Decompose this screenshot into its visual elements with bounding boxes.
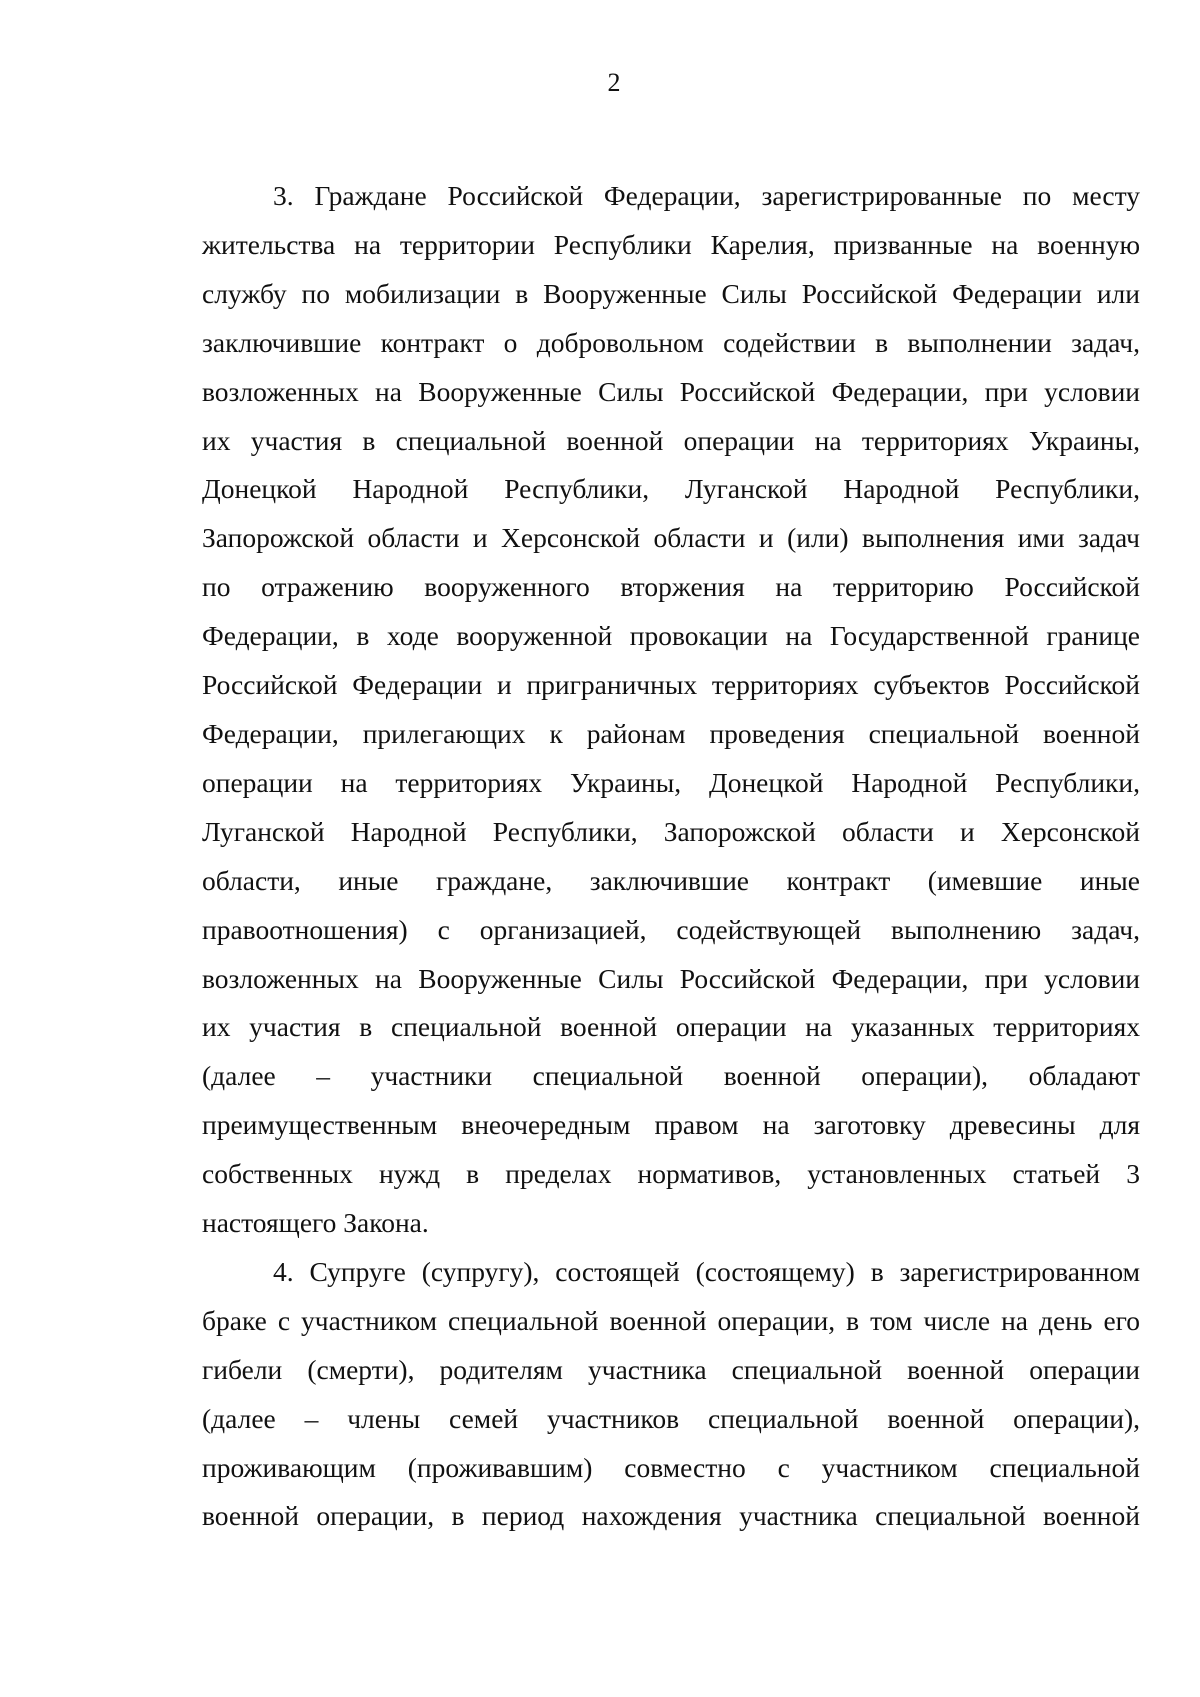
page-number: 2	[607, 68, 621, 97]
text-line: гибели (смерти), родителям участника специальной военной операции	[202, 1353, 1140, 1385]
paragraph-3	[202, 172, 1140, 1248]
text-line: браке с участником специальной военной операции, в том числе на день его	[202, 1304, 1140, 1336]
text-line: настоящего Закона.	[202, 1207, 429, 1239]
text-line: Луганской Народной Республики, Запорожской области и Херсонской	[202, 815, 1140, 847]
text-line: Федерации, прилегающих к районам проведения специальной военной	[202, 717, 1140, 749]
text-line: Запорожской области и Херсонской области и (или) выполнения ими задач	[202, 522, 1140, 554]
text-line: военной операции, в период нахождения участника специальной военной	[202, 1500, 1140, 1532]
text-line: Федерации, в ходе вооруженной провокации на Государственной границе	[202, 620, 1140, 652]
text-line: службу по мобилизации в Вооруженные Силы Российской Федерации или	[202, 277, 1140, 309]
text-line: заключившие контракт о добровольном содействии в выполнении задач,	[202, 326, 1140, 358]
text-line: возложенных на Вооруженные Силы Российской Федерации, при условии	[202, 962, 1140, 994]
text-line: проживающим (проживавшим) совместно с участником специальной	[202, 1451, 1140, 1483]
text-line: области, иные граждане, заключившие контракт (имевшие иные	[202, 864, 1140, 896]
text-line: собственных нужд в пределах нормативов, установленных статьей 3	[202, 1158, 1140, 1190]
text-line: Российской Федерации и приграничных территориях субъектов Российской	[202, 669, 1140, 701]
text-line: 4. Супруге (супругу), состоящей (состоящему) в зарегистрированном	[273, 1255, 1140, 1287]
text-line: (далее – участники специальной военной операции), обладают	[202, 1060, 1140, 1092]
text-line: их участия в специальной военной операции на территориях Украины,	[202, 424, 1140, 456]
text-line: (далее – члены семей участников специальной военной операции),	[202, 1402, 1140, 1434]
document-body	[202, 172, 1140, 1541]
text-line: их участия в специальной военной операции на указанных территориях	[202, 1011, 1140, 1043]
paragraph-4	[202, 1248, 1140, 1541]
text-line: 3. Граждане Российской Федерации, зарегистрированные по месту	[273, 180, 1140, 211]
text-line: жительства на территории Республики Карелия, призванные на военную	[202, 228, 1140, 260]
text-line: возложенных на Вооруженные Силы Российской Федерации, при условии	[202, 375, 1140, 407]
text-line: правоотношения) с организацией, содействующей выполнению задач,	[202, 913, 1140, 945]
text-line: по отражению вооруженного вторжения на территорию Российской	[202, 571, 1140, 603]
text-line: операции на территориях Украины, Донецкой Народной Республики,	[202, 766, 1140, 798]
text-line: преимущественным внеочередным правом на заготовку древесины для	[202, 1109, 1140, 1141]
text-line: Донецкой Народной Республики, Луганской Народной Республики,	[202, 473, 1140, 505]
